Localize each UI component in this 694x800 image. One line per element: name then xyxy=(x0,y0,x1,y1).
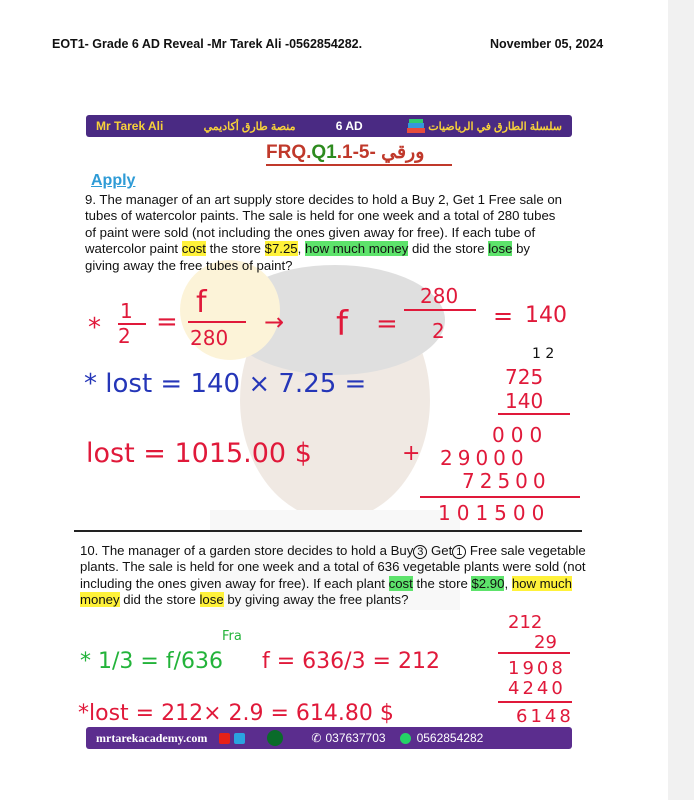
youtube-icon[interactable] xyxy=(219,733,230,744)
hw9-fnum: f xyxy=(196,285,207,320)
telegram-icon[interactable] xyxy=(234,733,245,744)
hw9-star: * xyxy=(88,313,101,343)
phone-icon: ✆ xyxy=(311,731,322,745)
hw9-num2: 280 xyxy=(420,284,459,308)
banner-arabic-series: سلسلة الطارق في الرياضيات xyxy=(428,120,562,133)
hw9-line3: lost = 1015.00 $ xyxy=(86,438,312,469)
hw10-line1a: * 1/3 = f/636 xyxy=(80,649,223,674)
footer-website[interactable]: mrtarekacademy.com xyxy=(96,730,208,745)
hw9-fden: 280 xyxy=(190,326,229,350)
hw9-f2: f xyxy=(336,304,348,344)
page-title: FRQ.Q1.1-5- ورقي xyxy=(266,142,425,163)
banner-arabic-platform: منصة طارق أكاديمي xyxy=(203,120,296,133)
banner-grade: 6 AD xyxy=(335,119,363,133)
hw9-line2: * lost = 140 × 7.25 = xyxy=(84,369,367,399)
question-9: 9. The manager of an art supply store decides to hold a Buy 2, Get 1 Free sale on tubes of watercolor paints. The sale is held for one week and a total of 280 tubes of paint were sold (not including the ones given away for free). If each tube of watercolor paint cost the store $7.25, how much money did the store lose by giving away the free tubes of paint? xyxy=(85,192,562,273)
hw9-plus: + xyxy=(402,441,421,466)
hw10-m2: 29 xyxy=(534,632,557,653)
hw9-eq2: = xyxy=(376,309,398,339)
hw10-m1: 212 xyxy=(508,612,543,633)
hw10-sum: 6148 xyxy=(516,706,574,727)
hw10-p2: 4240 xyxy=(508,678,566,699)
hw9-m1: 725 xyxy=(505,365,544,389)
hw9-res1: 140 xyxy=(525,303,567,328)
hw9-carry: 1 2 xyxy=(532,346,555,362)
hw9-eq1: = xyxy=(156,307,178,337)
hw9-p3: 72500 xyxy=(462,469,551,493)
hw9-n1: 1 xyxy=(120,299,133,323)
hw9-d1: 2 xyxy=(118,324,131,348)
hw10-line2: *lost = 212× 2.9 = 614.80 $ xyxy=(78,701,394,726)
hw10-line1b: f = 636/3 = 212 xyxy=(262,649,440,674)
hw9-m2: 140 xyxy=(505,389,544,413)
drop-logo-icon xyxy=(267,730,283,746)
banner-teacher: Mr Tarek Ali xyxy=(96,119,164,133)
hw9-arrow: → xyxy=(264,308,285,336)
hw10-fra: Fra xyxy=(222,629,242,644)
question-10: 10. The manager of a garden store decides to hold a Buy 3 Get 1 Free sale vegetable plants. The sale is held for one week and a total of 636 vegetable plants were sold (not including the ones given away for free). If each plant cost the store $2.90, how much money did the store lose by giving away the free plants? xyxy=(80,543,586,608)
hw9-p1: 000 xyxy=(492,423,549,447)
footer-phone1[interactable]: 037637703 xyxy=(325,731,386,745)
header-left: EOT1- Grade 6 AD Reveal -Mr Tarek Ali -0562854282. xyxy=(52,37,363,51)
hw10-p1: 1908 xyxy=(508,658,566,679)
apply-heading: Apply xyxy=(91,172,136,189)
footer-bar xyxy=(86,727,572,749)
whatsapp-icon xyxy=(400,733,411,744)
hw9-sum: 101500 xyxy=(438,501,551,525)
hw9-p2: 29000 xyxy=(440,446,529,470)
footer-phone2[interactable]: 0562854282 xyxy=(416,731,484,745)
hw9-den2: 2 xyxy=(432,319,445,343)
header-date: November 05, 2024 xyxy=(490,37,604,51)
hw9-eq3: = xyxy=(493,302,514,330)
